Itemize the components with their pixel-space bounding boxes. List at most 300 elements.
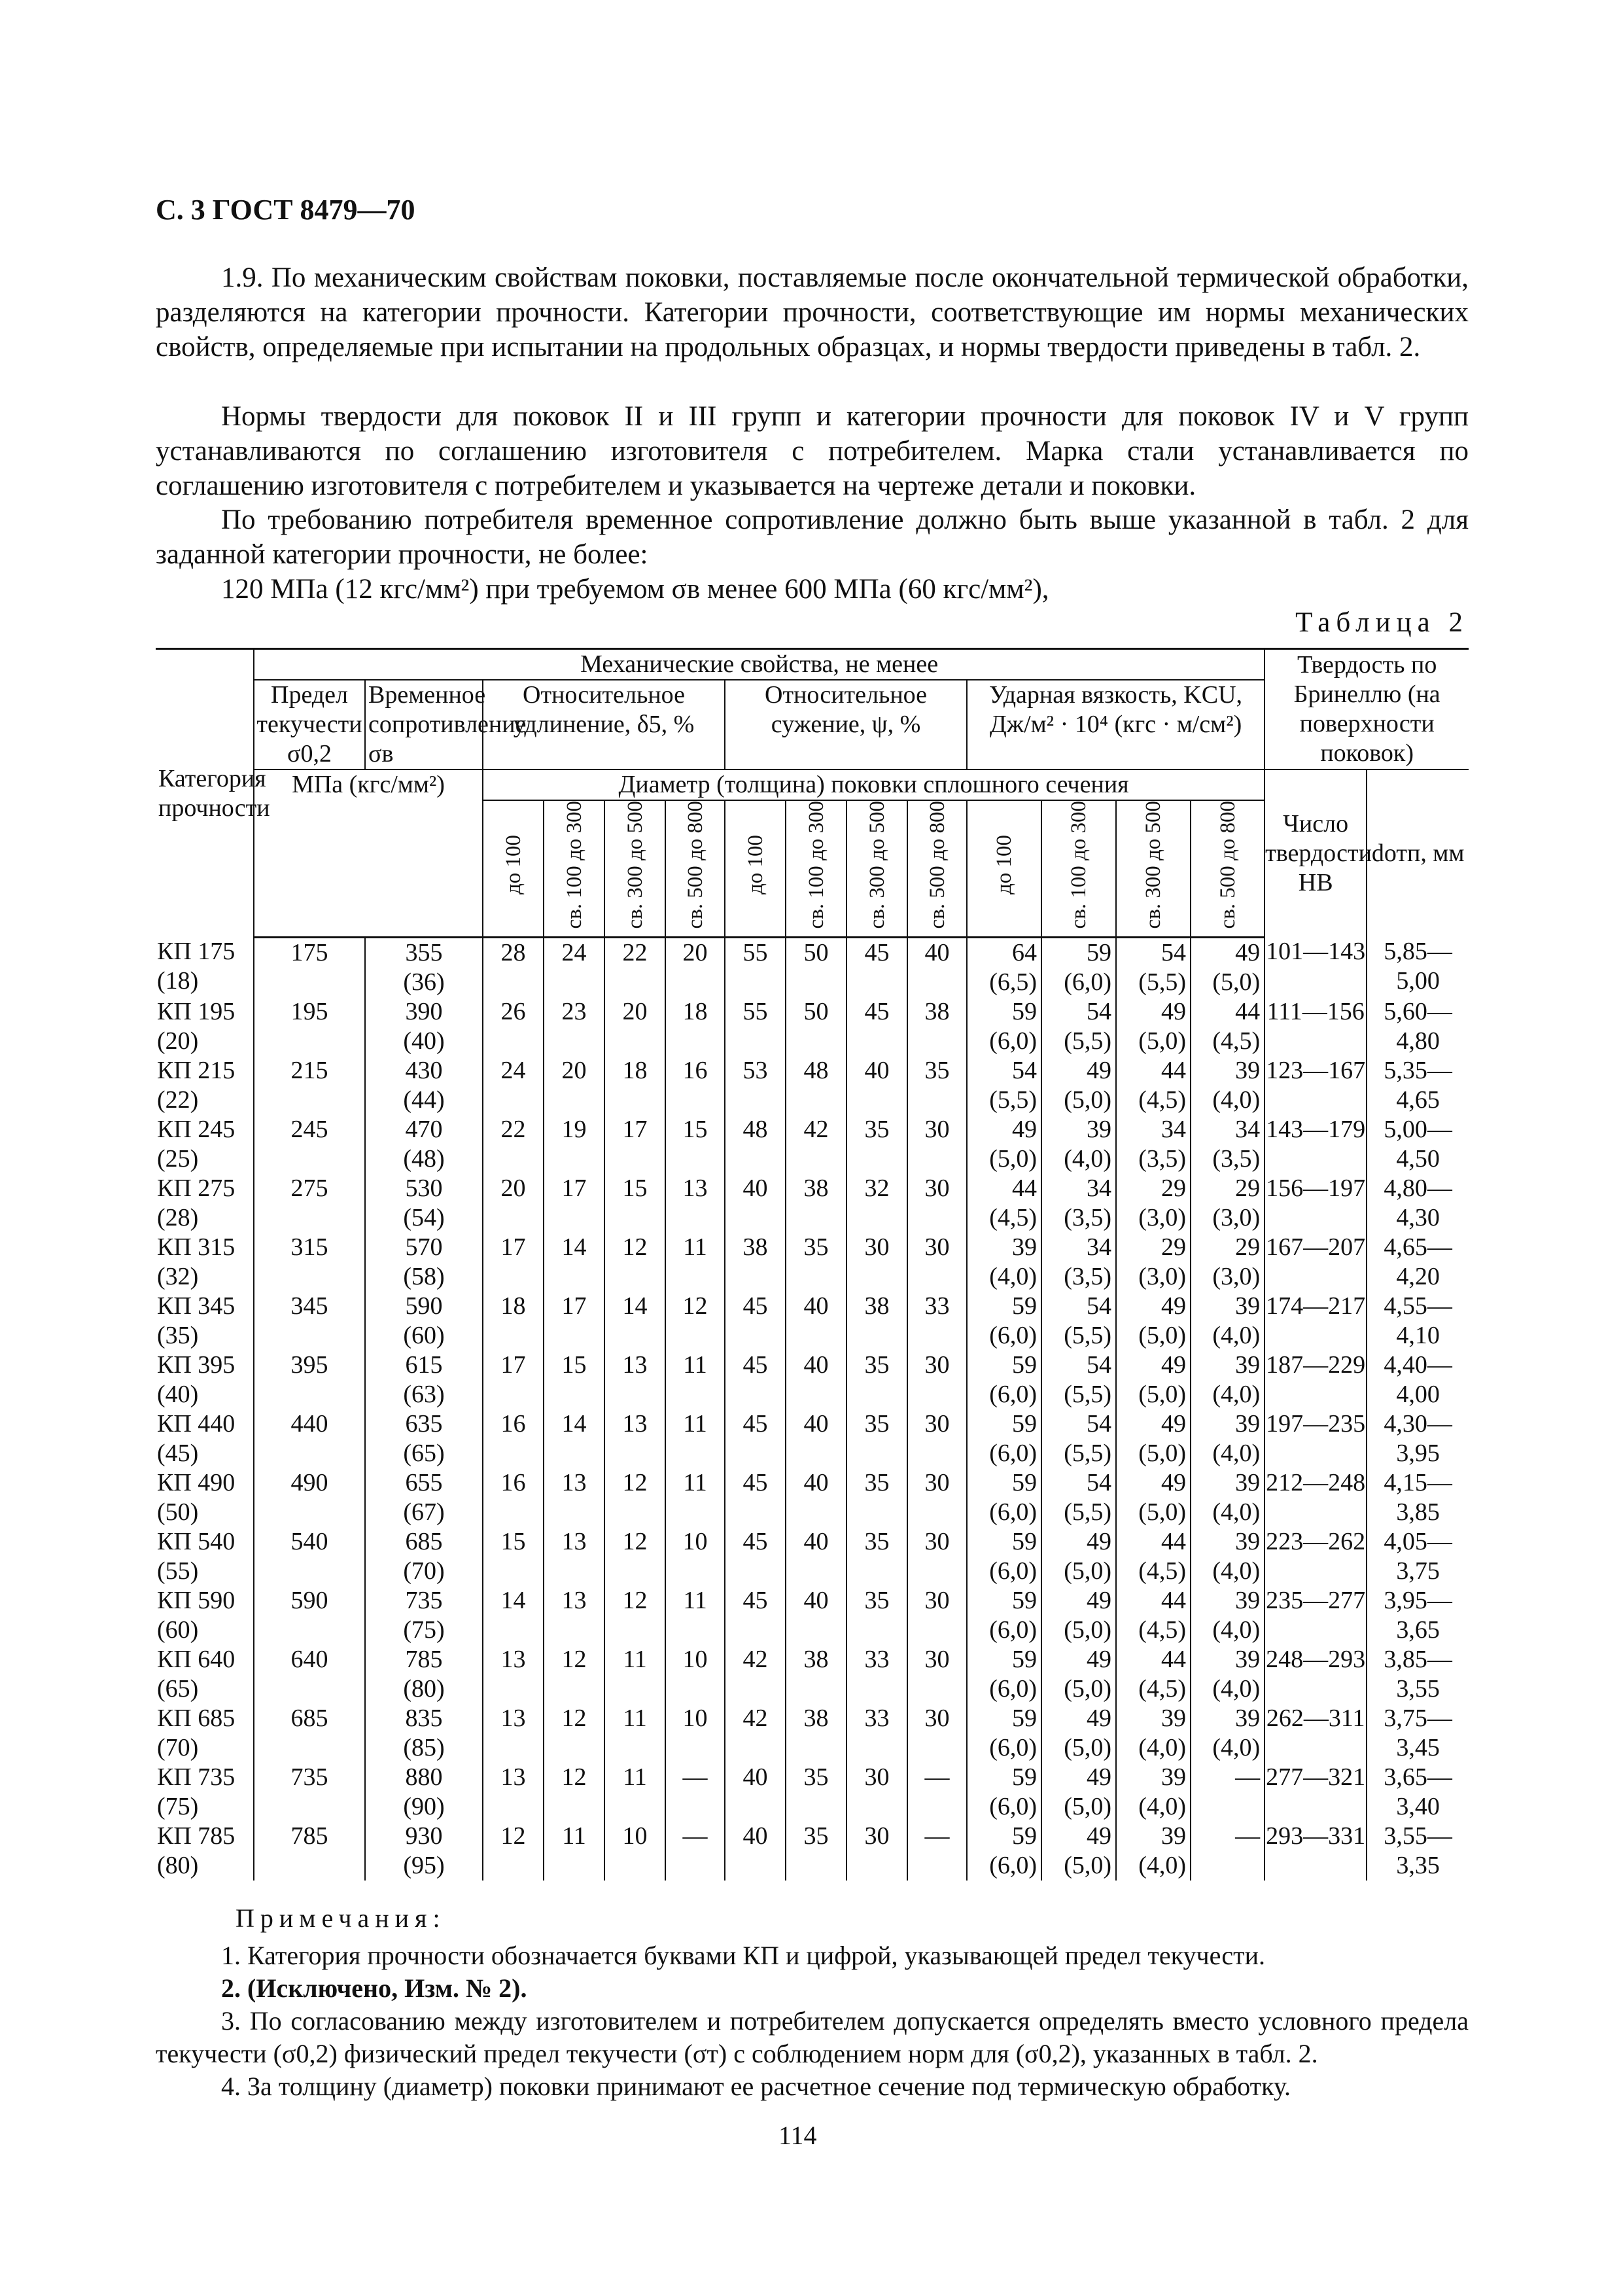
table-row <box>156 1292 1469 1351</box>
impact-value: 49 (5,0) <box>1041 1527 1116 1586</box>
reduction-value: 45 <box>725 1351 786 1409</box>
elongation-value: 23 <box>544 997 604 1056</box>
yield-strength: 490 <box>254 1468 365 1527</box>
strength-category: КП 440 (45) <box>157 1409 236 1467</box>
hardness-hb: 277—321 <box>1265 1763 1367 1822</box>
elongation-value: 17 <box>544 1174 604 1233</box>
elongation-value: 13 <box>544 1527 604 1586</box>
reduction-value: 35 <box>786 1763 846 1822</box>
impact-value: 49 (5,0) <box>1116 1468 1191 1527</box>
header-range: св. 300 до 500 <box>1116 800 1191 937</box>
impact-value: 59 (6,0) <box>967 1409 1041 1468</box>
elongation-value: 13 <box>544 1586 604 1645</box>
impact-value: — <box>1191 1822 1265 1881</box>
elongation-value: 17 <box>544 1292 604 1351</box>
tensile-strength: 590 (60) <box>365 1292 483 1351</box>
header-range: св. 300 до 500 <box>604 800 665 937</box>
reduction-value: 45 <box>725 1409 786 1468</box>
reduction-value: 35 <box>846 1351 907 1409</box>
yield-strength: 275 <box>254 1174 365 1233</box>
impact-value: 29 (3,0) <box>1116 1233 1191 1292</box>
elongation-value: 15 <box>604 1174 665 1233</box>
yield-strength: 175 <box>254 937 365 997</box>
reduction-value: — <box>907 1822 967 1881</box>
impact-value: 59 (6,0) <box>967 1586 1041 1645</box>
yield-strength: 540 <box>254 1527 365 1586</box>
imprint-diameter: 3,75—3,45 <box>1367 1704 1469 1763</box>
impact-value: 39 (4,0) <box>1191 1586 1265 1645</box>
imprint-diameter: 3,95—3,65 <box>1367 1586 1469 1645</box>
header-reduction: Относительное сужение, ψ, % <box>725 680 967 769</box>
reduction-value: 40 <box>725 1174 786 1233</box>
note-3: 3. По согласованию между изготовителем и потребителем допускается определять вместо условного предела текучести (σ0,2) физический предел текучести (σт) с соблюдением норм для (σ0,2), указанных в табл. 2. <box>156 2006 1469 2068</box>
impact-value: 39 (4,0) <box>1191 1527 1265 1586</box>
elongation-value: 14 <box>483 1586 544 1645</box>
impact-value: 39 (4,0) <box>1191 1645 1265 1704</box>
reduction-value: 38 <box>786 1174 846 1233</box>
tensile-strength: 390 (40) <box>365 997 483 1056</box>
impact-value: 39 (4,0) <box>967 1233 1041 1292</box>
note-2: 2. (Исключено, Изм. № 2). <box>221 1973 527 2003</box>
elongation-value: 14 <box>544 1233 604 1292</box>
header-units: МПа (кгс/мм²) <box>254 769 483 800</box>
tensile-strength: 615 (63) <box>365 1351 483 1409</box>
impact-value: 39 (4,0) <box>1191 1351 1265 1409</box>
elongation-value: 17 <box>604 1115 665 1174</box>
strength-category: КП 590 (60) <box>157 1586 236 1644</box>
elongation-value: — <box>665 1763 725 1822</box>
elongation-value: 11 <box>665 1409 725 1468</box>
elongation-value: 22 <box>604 937 665 997</box>
hardness-hb: 248—293 <box>1265 1645 1367 1704</box>
reduction-value: 35 <box>846 1115 907 1174</box>
table-row <box>156 937 1469 997</box>
impact-value: 59 (6,0) <box>967 1351 1041 1409</box>
yield-strength: 345 <box>254 1292 365 1351</box>
table-row <box>156 1174 1469 1233</box>
reduction-value: 30 <box>846 1822 907 1881</box>
elongation-value: — <box>665 1822 725 1881</box>
elongation-value: 12 <box>604 1468 665 1527</box>
elongation-value: 24 <box>483 1056 544 1115</box>
header-elongation: Относительное удлинение, δ5, % <box>483 680 725 769</box>
hardness-hb: 293—331 <box>1265 1822 1367 1881</box>
strength-category: КП 245 (25) <box>157 1115 236 1173</box>
impact-value: 44 (4,5) <box>1191 997 1265 1056</box>
reduction-value: 45 <box>725 1527 786 1586</box>
elongation-value: 11 <box>665 1586 725 1645</box>
impact-value: — <box>1191 1763 1265 1822</box>
tensile-strength: 470 (48) <box>365 1115 483 1174</box>
elongation-value: 14 <box>544 1409 604 1468</box>
impact-value: 39 (4,0) <box>1191 1292 1265 1351</box>
impact-value: 54 (5,5) <box>1041 1468 1116 1527</box>
impact-value: 54 (5,5) <box>1041 1292 1116 1351</box>
imprint-diameter: 4,05—3,75 <box>1367 1527 1469 1586</box>
table-row <box>156 1822 1469 1881</box>
table-row <box>156 1704 1469 1763</box>
header-range: св. 100 до 300 <box>544 800 604 937</box>
reduction-value: 40 <box>725 1763 786 1822</box>
yield-strength: 215 <box>254 1056 365 1115</box>
paragraph-hardness-norms: Нормы твердости для поковок II и III групп и категории прочности для поковок IV и V групп устанавливаются по соглашению изготовителя с потребителем. Марка стали устанавливается по соглашению изготовителя с потребителем и указывается на чертеже детали и поковки. <box>156 401 1469 501</box>
impact-value: 54 (5,5) <box>1041 1409 1116 1468</box>
impact-value: 59 (6,0) <box>967 1704 1041 1763</box>
impact-value: 49 (5,0) <box>1041 1704 1116 1763</box>
header-range: св. 500 до 800 <box>907 800 967 937</box>
impact-value: 39 (4,0) <box>1116 1763 1191 1822</box>
elongation-value: 12 <box>544 1704 604 1763</box>
reduction-value: 30 <box>907 1115 967 1174</box>
impact-value: 59 (6,0) <box>967 1468 1041 1527</box>
elongation-value: 17 <box>483 1351 544 1409</box>
yield-strength: 315 <box>254 1233 365 1292</box>
strength-category: КП 395 (40) <box>157 1351 236 1408</box>
impact-value: 44 (4,5) <box>1116 1586 1191 1645</box>
yield-strength: 685 <box>254 1704 365 1763</box>
elongation-value: 13 <box>665 1174 725 1233</box>
yield-strength: 590 <box>254 1586 365 1645</box>
reduction-value: 38 <box>907 997 967 1056</box>
impact-value: 49 (5,0) <box>1116 1409 1191 1468</box>
impact-value: 39 (4,0) <box>1116 1822 1191 1881</box>
impact-value: 59 (6,0) <box>967 1645 1041 1704</box>
reduction-value: 55 <box>725 997 786 1056</box>
impact-value: 49 (5,0) <box>1041 1586 1116 1645</box>
impact-value: 34 (3,5) <box>1041 1233 1116 1292</box>
header-range: св. 300 до 500 <box>846 800 907 937</box>
elongation-value: 18 <box>665 997 725 1056</box>
hardness-hb: 156—197 <box>1265 1174 1367 1233</box>
elongation-value: 22 <box>483 1115 544 1174</box>
yield-strength: 785 <box>254 1822 365 1881</box>
elongation-value: 15 <box>665 1115 725 1174</box>
impact-value: 44 (4,5) <box>967 1174 1041 1233</box>
tensile-strength: 835 (85) <box>365 1704 483 1763</box>
elongation-value: 13 <box>483 1704 544 1763</box>
note-1: 1. Категория прочности обозначается буквами КП и цифрой, указывающей предел текучести. <box>221 1941 1266 1970</box>
reduction-value: 33 <box>846 1704 907 1763</box>
reduction-value: 40 <box>786 1409 846 1468</box>
notes-title: Примечания: <box>236 1903 446 1933</box>
elongation-value: 13 <box>544 1468 604 1527</box>
impact-value: 49 (5,0) <box>1041 1645 1116 1704</box>
reduction-value: 38 <box>786 1704 846 1763</box>
reduction-value: 32 <box>846 1174 907 1233</box>
table-row <box>156 1056 1469 1115</box>
table-row <box>156 1763 1469 1822</box>
elongation-value: 10 <box>604 1822 665 1881</box>
reduction-value: 40 <box>786 1351 846 1409</box>
hardness-hb: 223—262 <box>1265 1527 1367 1586</box>
reduction-value: 33 <box>846 1645 907 1704</box>
elongation-value: 13 <box>604 1409 665 1468</box>
reduction-value: 30 <box>907 1645 967 1704</box>
impact-value: 59 (6,0) <box>967 1527 1041 1586</box>
impact-value: 49 (5,0) <box>1041 1056 1116 1115</box>
impact-value: 39 (4,0) <box>1191 1056 1265 1115</box>
hardness-hb: 174—217 <box>1265 1292 1367 1351</box>
impact-value: 59 (6,0) <box>967 1292 1041 1351</box>
reduction-value: 40 <box>786 1586 846 1645</box>
elongation-value: 17 <box>483 1233 544 1292</box>
reduction-value: 38 <box>786 1645 846 1704</box>
elongation-value: 13 <box>483 1763 544 1822</box>
impact-value: 59 (6,0) <box>1041 937 1116 997</box>
reduction-value: 35 <box>846 1527 907 1586</box>
elongation-value: 12 <box>665 1292 725 1351</box>
elongation-value: 11 <box>665 1351 725 1409</box>
elongation-value: 18 <box>604 1056 665 1115</box>
impact-value: 59 (6,0) <box>967 1763 1041 1822</box>
strength-category: КП 685 (70) <box>157 1704 236 1761</box>
hardness-hb: 197—235 <box>1265 1409 1367 1468</box>
reduction-value: 40 <box>786 1527 846 1586</box>
imprint-diameter: 4,80—4,30 <box>1367 1174 1469 1233</box>
strength-category: КП 490 (50) <box>157 1468 236 1526</box>
hardness-hb: 101—143 <box>1265 937 1367 997</box>
imprint-diameter: 5,85—5,00 <box>1367 937 1469 997</box>
elongation-value: 28 <box>483 937 544 997</box>
header-diameter: Диаметр (толщина) поковки сплошного сечения <box>483 769 1265 800</box>
reduction-value: — <box>907 1763 967 1822</box>
table-row <box>156 1527 1469 1586</box>
impact-value: 49 (5,0) <box>1041 1822 1116 1881</box>
impact-value: 54 (5,5) <box>967 1056 1041 1115</box>
impact-value: 59 (6,0) <box>967 1822 1041 1881</box>
elongation-value: 20 <box>544 1056 604 1115</box>
reduction-value: 38 <box>725 1233 786 1292</box>
reduction-value: 40 <box>786 1468 846 1527</box>
elongation-value: 12 <box>544 1645 604 1704</box>
impact-value: 29 (3,0) <box>1191 1174 1265 1233</box>
page-number: 114 <box>778 2121 817 2150</box>
tensile-strength: 880 (90) <box>365 1763 483 1822</box>
reduction-value: 35 <box>846 1468 907 1527</box>
elongation-value: 10 <box>665 1704 725 1763</box>
strength-category: КП 175 (18) <box>157 938 236 995</box>
tensile-strength: 785 (80) <box>365 1645 483 1704</box>
reduction-value: 45 <box>846 937 907 997</box>
mechanical-properties-table <box>156 648 1469 1881</box>
reduction-value: 42 <box>725 1645 786 1704</box>
yield-strength: 245 <box>254 1115 365 1174</box>
elongation-value: 20 <box>483 1174 544 1233</box>
imprint-diameter: 4,30—3,95 <box>1367 1409 1469 1468</box>
strength-category: КП 315 (32) <box>157 1233 236 1290</box>
table-row <box>156 1645 1469 1704</box>
header-range: до 100 <box>725 800 786 937</box>
hardness-hb: 187—229 <box>1265 1351 1367 1409</box>
impact-value: 39 (4,0) <box>1116 1704 1191 1763</box>
impact-value: 49 (5,0) <box>1116 1351 1191 1409</box>
impact-value: 39 (4,0) <box>1041 1115 1116 1174</box>
impact-value: 49 (5,0) <box>1191 937 1265 997</box>
elongation-value: 16 <box>483 1468 544 1527</box>
reduction-value: 55 <box>725 937 786 997</box>
reduction-value: 40 <box>846 1056 907 1115</box>
table-row <box>156 1586 1469 1645</box>
reduction-value: 45 <box>846 997 907 1056</box>
hardness-hb: 143—179 <box>1265 1115 1367 1174</box>
elongation-value: 12 <box>604 1527 665 1586</box>
impact-value: 34 (3,5) <box>1191 1115 1265 1174</box>
strength-category: КП 195 (20) <box>157 997 236 1055</box>
impact-value: 44 (4,5) <box>1116 1527 1191 1586</box>
elongation-value: 11 <box>604 1704 665 1763</box>
imprint-diameter: 4,65—4,20 <box>1367 1233 1469 1292</box>
header-range: до 100 <box>483 800 544 937</box>
reduction-value: 33 <box>907 1292 967 1351</box>
reduction-value: 30 <box>907 1409 967 1468</box>
elongation-value: 20 <box>604 997 665 1056</box>
header-hardness: Твердость по Бринеллю (на поверхности поковок) <box>1265 649 1469 770</box>
reduction-value: 38 <box>846 1292 907 1351</box>
strength-category: КП 785 (80) <box>157 1822 236 1879</box>
header-hb: Число твердости НВ <box>1265 769 1367 937</box>
yield-strength: 640 <box>254 1645 365 1704</box>
impact-value: 34 (3,5) <box>1116 1115 1191 1174</box>
table-row <box>156 1233 1469 1292</box>
elongation-value: 24 <box>544 937 604 997</box>
impact-value: 59 (6,0) <box>967 997 1041 1056</box>
elongation-value: 10 <box>665 1527 725 1586</box>
reduction-value: 35 <box>846 1409 907 1468</box>
hardness-hb: 212—248 <box>1265 1468 1367 1527</box>
paragraph-consumer-requirement: По требованию потребителя временное сопротивление должно быть выше указанной в табл. 2 для заданной категории прочности, не более: <box>156 504 1469 570</box>
elongation-value: 15 <box>544 1351 604 1409</box>
reduction-value: 30 <box>907 1468 967 1527</box>
reduction-value: 40 <box>907 937 967 997</box>
header-yield-strength: Предел текучести σ0,2 <box>254 680 365 769</box>
reduction-value: 30 <box>907 1351 967 1409</box>
tensile-strength: 430 (44) <box>365 1056 483 1115</box>
elongation-value: 19 <box>544 1115 604 1174</box>
reduction-value: 30 <box>846 1763 907 1822</box>
imprint-diameter: 5,00—4,50 <box>1367 1115 1469 1174</box>
impact-value: 49 (5,0) <box>1116 1292 1191 1351</box>
header-tensile-strength: Временное сопротивление σв <box>365 680 483 769</box>
header-range: св. 500 до 800 <box>1191 800 1265 937</box>
imprint-diameter: 5,35—4,65 <box>1367 1056 1469 1115</box>
tensile-strength: 570 (58) <box>365 1233 483 1292</box>
reduction-value: 30 <box>907 1586 967 1645</box>
impact-value: 64 (6,5) <box>967 937 1041 997</box>
yield-strength: 395 <box>254 1351 365 1409</box>
tensile-strength: 655 (67) <box>365 1468 483 1527</box>
elongation-value: 10 <box>665 1645 725 1704</box>
reduction-value: 40 <box>786 1292 846 1351</box>
imprint-diameter: 3,85—3,55 <box>1367 1645 1469 1704</box>
elongation-value: 12 <box>604 1233 665 1292</box>
impact-value: 39 (4,0) <box>1191 1409 1265 1468</box>
tensile-strength: 635 (65) <box>365 1409 483 1468</box>
reduction-value: 30 <box>846 1233 907 1292</box>
elongation-value: 11 <box>665 1468 725 1527</box>
yield-strength: 440 <box>254 1409 365 1468</box>
page-header: С. 3 ГОСТ 8479—70 <box>156 194 415 226</box>
imprint-diameter: 5,60—4,80 <box>1367 997 1469 1056</box>
table-row <box>156 1468 1469 1527</box>
reduction-value: 45 <box>725 1468 786 1527</box>
hardness-hb: 235—277 <box>1265 1586 1367 1645</box>
impact-value: 34 (3,5) <box>1041 1174 1116 1233</box>
paragraph-1-9: 1.9. По механическим свойствам поковки, поставляемые после окончательной термической обработки, разделяются на категории прочности. Категории прочности, соответствующие им нормы механических свойств, определяемые при испытании на продольных образцах, и нормы твердости приведены в табл. 2. <box>156 262 1469 362</box>
impact-value: 39 (4,0) <box>1191 1468 1265 1527</box>
strength-category: КП 540 (55) <box>157 1527 236 1585</box>
reduction-value: 35 <box>846 1586 907 1645</box>
impact-value: 49 (5,0) <box>1116 997 1191 1056</box>
tensile-strength: 930 (95) <box>365 1822 483 1881</box>
strength-category: КП 735 (75) <box>157 1763 236 1820</box>
hardness-hb: 262—311 <box>1265 1704 1367 1763</box>
reduction-value: 35 <box>786 1233 846 1292</box>
yield-strength: 735 <box>254 1763 365 1822</box>
elongation-value: 12 <box>604 1586 665 1645</box>
reduction-value: 53 <box>725 1056 786 1115</box>
elongation-value: 18 <box>483 1292 544 1351</box>
imprint-diameter: 3,65—3,40 <box>1367 1763 1469 1822</box>
elongation-value: 15 <box>483 1527 544 1586</box>
impact-value: 44 (4,5) <box>1116 1056 1191 1115</box>
impact-value: 29 (3,0) <box>1191 1233 1265 1292</box>
reduction-value: 30 <box>907 1233 967 1292</box>
impact-value: 54 (5,5) <box>1041 997 1116 1056</box>
header-units-spacer <box>254 800 483 937</box>
elongation-value: 16 <box>483 1409 544 1468</box>
elongation-value: 11 <box>604 1763 665 1822</box>
elongation-value: 13 <box>483 1645 544 1704</box>
tensile-strength: 685 (70) <box>365 1527 483 1586</box>
reduction-value: 48 <box>786 1056 846 1115</box>
header-mechanical-properties: Механические свойства, не менее <box>254 649 1265 680</box>
strength-category: КП 215 (22) <box>157 1056 236 1114</box>
impact-value: 54 (5,5) <box>1041 1351 1116 1409</box>
imprint-diameter: 3,55—3,35 <box>1367 1822 1469 1881</box>
tensile-strength: 530 (54) <box>365 1174 483 1233</box>
impact-value: 54 (5,5) <box>1116 937 1191 997</box>
impact-value: 29 (3,0) <box>1116 1174 1191 1233</box>
header-range: до 100 <box>967 800 1041 937</box>
reduction-value: 35 <box>907 1056 967 1115</box>
reduction-value: 45 <box>725 1292 786 1351</box>
elongation-value: 20 <box>665 937 725 997</box>
reduction-value: 30 <box>907 1527 967 1586</box>
header-category: Категория прочности <box>156 649 254 938</box>
hardness-hb: 167—207 <box>1265 1233 1367 1292</box>
impact-value: 49 (5,0) <box>1041 1763 1116 1822</box>
table-caption: Таблица 2 <box>1295 607 1469 638</box>
elongation-value: 12 <box>544 1763 604 1822</box>
reduction-value: 30 <box>907 1704 967 1763</box>
reduction-value: 42 <box>725 1704 786 1763</box>
strength-category: КП 345 (35) <box>157 1292 236 1349</box>
header-range: св. 500 до 800 <box>665 800 725 937</box>
header-range: св. 100 до 300 <box>1041 800 1116 937</box>
table-row <box>156 997 1469 1056</box>
impact-value: 44 (4,5) <box>1116 1645 1191 1704</box>
elongation-value: 11 <box>544 1822 604 1881</box>
elongation-value: 12 <box>483 1822 544 1881</box>
reduction-value: 48 <box>725 1115 786 1174</box>
imprint-diameter: 4,40—4,00 <box>1367 1351 1469 1409</box>
tensile-strength: 355 (36) <box>365 937 483 997</box>
reduction-value: 30 <box>907 1174 967 1233</box>
reduction-value: 50 <box>786 937 846 997</box>
header-range: св. 100 до 300 <box>786 800 846 937</box>
tensile-strength: 735 (75) <box>365 1586 483 1645</box>
hardness-hb: 111—156 <box>1265 997 1367 1056</box>
